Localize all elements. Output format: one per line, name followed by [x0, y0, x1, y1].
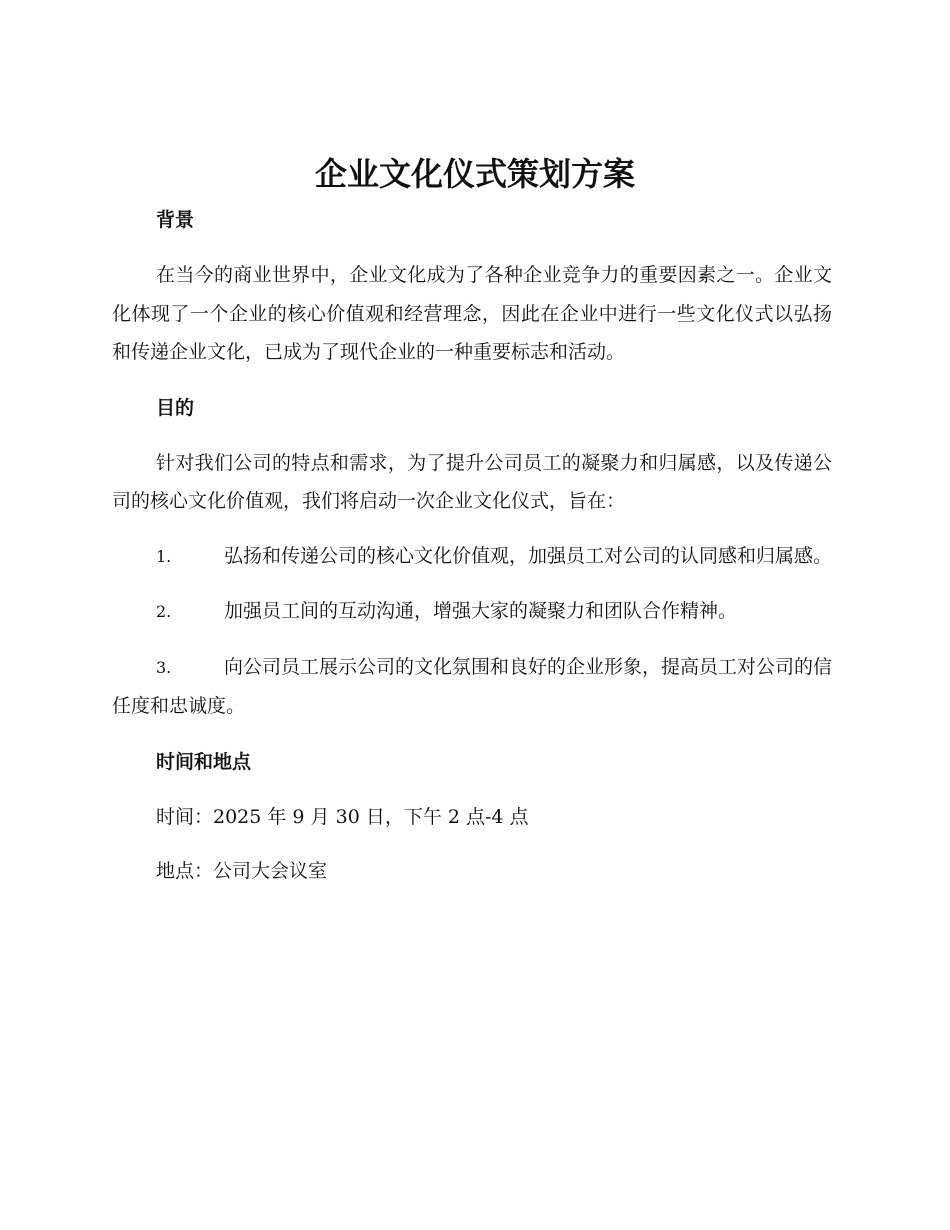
- list-text: 向公司员工展示公司的文化氛围和良好的企业形象，提高员工对公司的信任度和忠诚度。: [112, 655, 833, 717]
- section-heading-time-place: 时间和地点: [156, 750, 252, 773]
- list-number: 2.: [156, 602, 172, 621]
- background-paragraph: 在当今的商业世界中，企业文化成为了各种企业竞争力的重要因素之一。企业文化体现了一个企业的核心价值观和经营理念，因此在企业中进行一些文化仪式以弘扬和传递企业文化，已成为了现代企业的一种重要标志和活动。: [112, 264, 832, 363]
- document-body: [112, 200, 832, 891]
- list-number: 3.: [156, 657, 172, 677]
- list-text: 弘扬和传递公司的核心文化价值观，加强员工对公司的认同感和归属感。: [224, 544, 833, 567]
- list-item: [112, 537, 832, 577]
- section-heading-background: 背景: [156, 209, 195, 231]
- time-line: 时间：2025 年 9 月 30 日，下午 2 点-4 点: [156, 805, 529, 828]
- list-text: 加强员工间的互动沟通，增强大家的凝聚力和团队合作精神。: [224, 600, 738, 622]
- section-heading-purpose: 目的: [156, 396, 195, 419]
- list-number: 1.: [156, 546, 172, 566]
- place-line: 地点：公司大会议室: [156, 860, 328, 882]
- list-item: [112, 648, 832, 726]
- list-item: [112, 592, 832, 632]
- document-title: 企业文化仪式策划方案: [314, 155, 635, 193]
- purpose-paragraph: 针对我们公司的特点和需求，为了提升公司员工的凝聚力和归属感，以及传递公司的核心文化价值观，我们将启动一次企业文化仪式，旨在：: [112, 451, 832, 512]
